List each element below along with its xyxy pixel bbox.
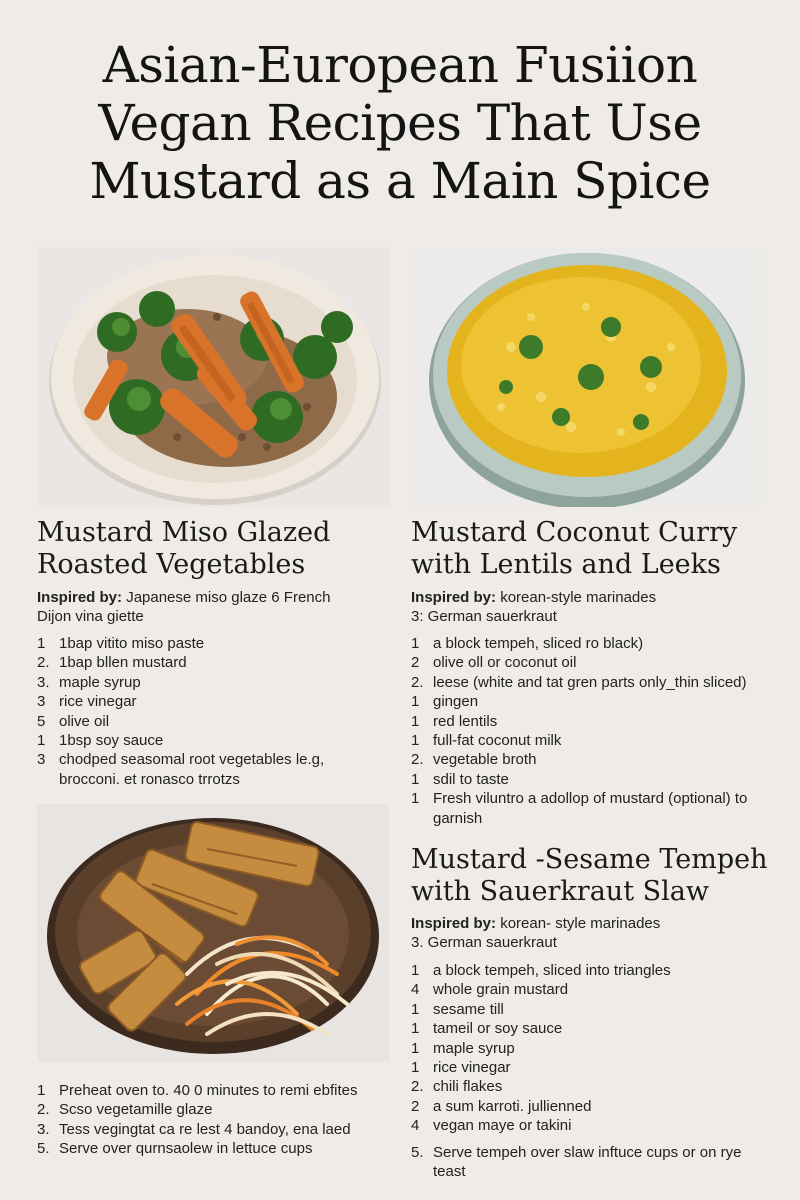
recipe2-title-line: with Lentils and Leeks: [411, 549, 721, 580]
ingredient-item: [411, 673, 771, 692]
item-number: 1: [411, 770, 420, 788]
step-item: [37, 1100, 387, 1119]
item-number: 1: [411, 1039, 420, 1057]
ingredient-item: [411, 692, 771, 711]
ingredient-item: [411, 731, 771, 750]
step-item: [37, 1139, 387, 1158]
ingredient-item: [411, 789, 771, 828]
item-number: 3: [37, 751, 46, 769]
recipe2-ingredients: [411, 634, 771, 828]
item-text: sdil to taste: [433, 770, 509, 788]
ingredient-item: [411, 750, 771, 769]
item-text: a block tempeh, sliced into triangles: [433, 962, 671, 979]
item-text: Scso vegetamille glaze: [59, 1101, 213, 1119]
item-number: 1: [411, 790, 420, 808]
page-title-line: Mustard as a Main Spice: [89, 152, 711, 210]
ingredient-item: [411, 634, 771, 653]
item-number: 2.: [37, 654, 50, 672]
recipe3-ingredients: [411, 961, 771, 1181]
ingredient-item: [411, 1039, 771, 1058]
ingredient-item: [411, 1019, 771, 1038]
roasted-vegetables-illustration: [37, 247, 389, 507]
item-number: 1: [411, 732, 420, 750]
recipe1-steps: [37, 1081, 387, 1159]
item-number: 1: [37, 732, 46, 750]
coconut-curry-photo: [411, 247, 763, 507]
item-text: full-fat coconut milk: [433, 732, 562, 750]
item-number: 5.: [37, 1140, 50, 1158]
ingredient-item: [411, 980, 771, 999]
item-number: 3.: [37, 1120, 50, 1138]
item-number: 1: [411, 712, 420, 730]
item-number: 1: [411, 1059, 420, 1077]
item-text: a block tempeh, sliced ro black): [433, 635, 644, 652]
item-text: rice vinegar: [433, 1059, 511, 1077]
step-item: [411, 1143, 771, 1182]
tempeh-slaw-illustration: [37, 804, 389, 1062]
item-text: Tess vegingtat ca re lest 4 bandoy, ena laed: [59, 1120, 351, 1138]
ingredient-item: [411, 770, 771, 789]
item-number: 2.: [411, 751, 424, 769]
item-text: olive oil: [59, 712, 110, 730]
item-text: gingen: [433, 693, 479, 711]
inspired-line2: 3. German sauerkraut: [411, 934, 557, 951]
inspired-label: Inspired by:: [37, 589, 123, 606]
ingredient-item: [37, 712, 367, 731]
item-number: 1: [411, 1000, 420, 1018]
inspired-label: Inspired by:: [411, 915, 497, 932]
inspired-text: Japanese miso glaze 6 French Dijon vina giette: [37, 589, 331, 625]
recipe1-ingredients: [37, 634, 367, 789]
item-number: 2: [411, 1097, 420, 1115]
ingredient-item: [37, 634, 367, 653]
roasted-vegetables-photo: [37, 247, 389, 507]
recipe3-title-line: Mustard -Sesame Tempeh: [411, 844, 768, 875]
recipe3-title: [411, 844, 767, 908]
ingredient-item: [411, 1077, 771, 1096]
item-number: 1: [37, 635, 46, 652]
item-text: leese (white and tat gren parts only_thin sliced): [433, 673, 747, 691]
item-text: tameil or soy sauce: [433, 1020, 563, 1038]
item-number: 1: [411, 635, 420, 652]
item-text: sesame till: [433, 1000, 504, 1018]
item-number: 1: [411, 693, 420, 711]
ingredient-item: [411, 712, 771, 731]
item-text: red lentils: [433, 712, 498, 730]
step-item: [37, 1081, 387, 1100]
item-number: 2: [411, 654, 420, 672]
item-number: 1: [37, 1082, 46, 1099]
recipe1-title: [37, 517, 330, 581]
item-number: 1: [411, 1020, 420, 1038]
ingredient-item: [411, 653, 771, 672]
item-text: Preheat oven to. 40 0 minutes to remi ebfites: [59, 1082, 358, 1099]
item-number: 2.: [411, 673, 424, 691]
recipe3-inspiration: [411, 914, 771, 952]
item-text: chili flakes: [433, 1078, 503, 1096]
ingredient-item: [37, 653, 367, 672]
recipe2-inspiration: [411, 588, 771, 626]
ingredient-item: [411, 961, 771, 980]
page-title-line: Vegan Recipes That Use: [98, 94, 702, 152]
coconut-curry-illustration: [411, 247, 763, 507]
recipe2-title-line: Mustard Coconut Curry: [411, 517, 738, 548]
recipe3-title-line: with Sauerkraut Slaw: [411, 876, 709, 907]
ingredient-item: [37, 692, 367, 711]
item-text: 1bap bllen mustard: [59, 654, 187, 672]
ingredient-item: [37, 673, 367, 692]
item-text: maple syrup: [433, 1039, 515, 1057]
recipe2-title: [411, 517, 737, 581]
ingredient-item: [37, 750, 367, 789]
item-text: Serve tempeh over slaw inftuce cups or on rye teast: [433, 1143, 742, 1181]
page-title: [0, 36, 800, 210]
item-number: 2.: [37, 1101, 50, 1119]
tempeh-slaw-photo: [37, 804, 389, 1062]
recipe1-title-line: Mustard Miso Glazed: [37, 517, 331, 548]
item-number: 5.: [411, 1143, 424, 1161]
item-number: 2.: [411, 1078, 424, 1096]
item-text: a sum karroti. jullienned: [433, 1097, 592, 1115]
item-text: rice vinegar: [59, 693, 137, 711]
item-text: vegetable broth: [433, 751, 537, 769]
item-text: Serve over qurnsaolew in lettuce cups: [59, 1140, 313, 1158]
item-number: 3: [37, 693, 46, 711]
item-number: 4: [411, 1117, 420, 1135]
ingredient-item: [411, 1097, 771, 1116]
inspired-label: Inspired by:: [411, 589, 497, 606]
ingredient-item: [411, 1000, 771, 1019]
item-number: 3.: [37, 673, 50, 691]
item-text: vegan maye or takini: [433, 1117, 572, 1135]
item-text: 1bap vitito miso paste: [59, 635, 205, 652]
item-number: 4: [411, 981, 420, 999]
item-number: 1: [411, 962, 420, 979]
item-text: whole grain mustard: [433, 981, 569, 999]
ingredient-item: [411, 1116, 771, 1135]
item-text: olive oll or coconut oil: [433, 654, 577, 672]
page-title-line: Asian-European Fusiion: [102, 36, 698, 94]
inspired-text: korean-style marinades: [500, 589, 657, 606]
item-text: chodped seasomal root vegetables le.g, brocconi. et ronasco trrotzs: [59, 751, 325, 788]
ingredient-item: [37, 731, 367, 750]
recipe1-inspiration: [37, 588, 357, 626]
inspired-line2: 3: German sauerkraut: [411, 608, 557, 625]
item-number: 5: [37, 712, 46, 730]
recipe1-title-line: Roasted Vegetables: [37, 549, 306, 580]
item-text: maple syrup: [59, 673, 141, 691]
ingredient-item: [411, 1058, 771, 1077]
item-text: Fresh viluntro a adollop of mustard (optional) to garnish: [433, 790, 748, 827]
inspired-text: korean- style marinades: [500, 915, 661, 932]
item-text: 1bsp soy sauce: [59, 732, 164, 750]
step-item: [37, 1120, 387, 1139]
